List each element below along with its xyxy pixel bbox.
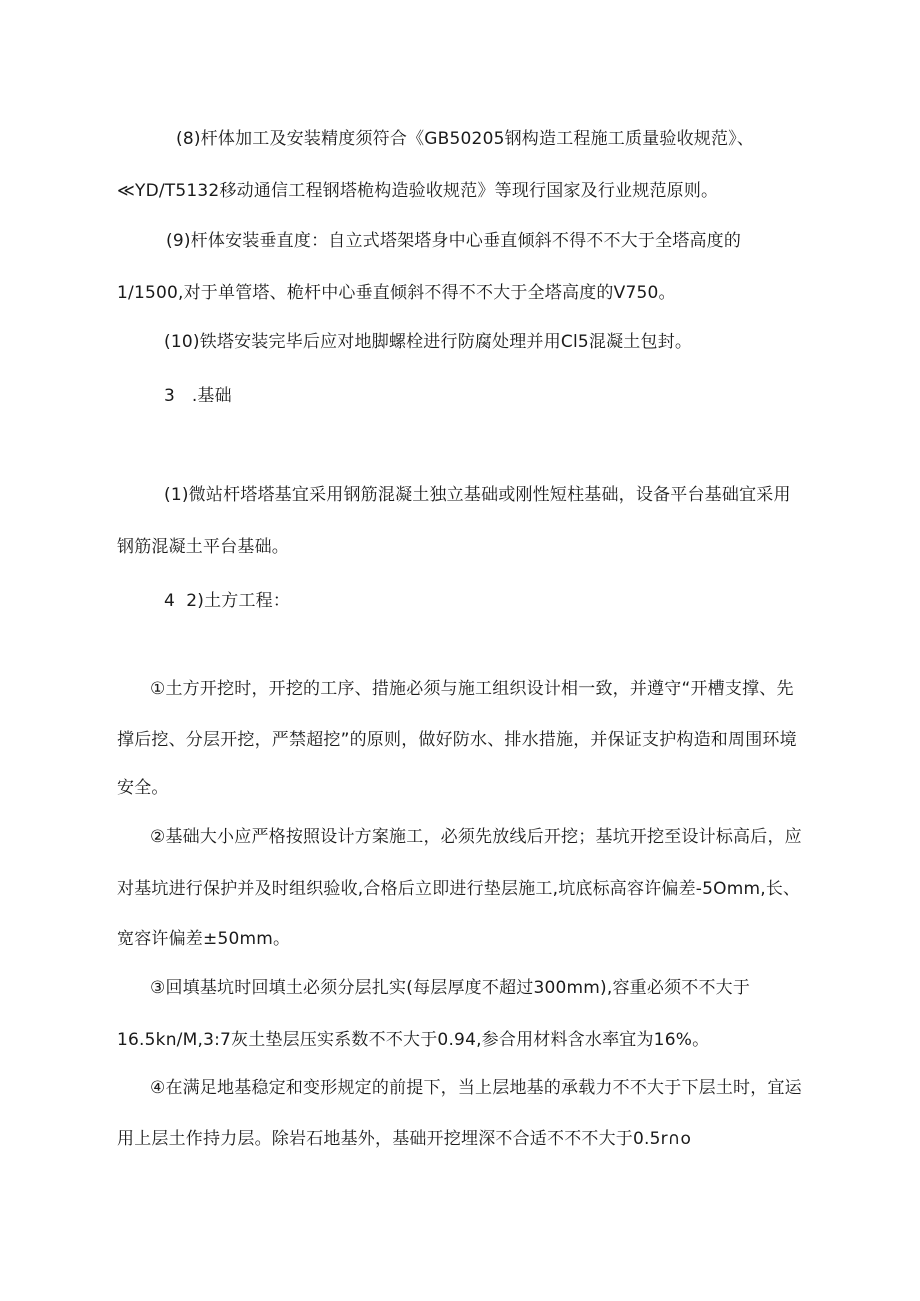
text-line-point2-1: ②基础大小应严格按照设计方案施工，必须先放线后开挖；基坑开挖至设计标高后，应 xyxy=(150,827,802,847)
text-line-point4-2: 用上层土作持力层。除岩石地基外，基础开挖埋深不合适不不不大于0.5r∩o xyxy=(117,1129,692,1149)
text-line-sub1-1: (1)微站杆塔塔基宜采用钢筋混凝土独立基础或刚性短柱基础，设备平台基础宜采用 xyxy=(164,485,791,505)
text-line-point1-2: 撑后挖、分层开挖，严禁超挖”的原则，做好防水、排水措施，并保证支护构造和周围环境 xyxy=(117,730,797,750)
text-line-point2-3: 宽容许偏差±50mm。 xyxy=(117,929,291,949)
text-line-item8-1: (8)杆体加工及安装精度须符合《GB50205钢构造工程施工质量验收规范》、 xyxy=(176,129,755,149)
text-line-point1-1: ①土方开挖时，开挖的工序、措施必须与施工组织设计相一致，并遵守“开槽支撑、先 xyxy=(150,679,794,699)
text-line-point2-2: 对基坑进行保护并及时组织验收,合格后立即进行垫层施工,坑底标高容许偏差-5Omm,长、 xyxy=(117,879,801,899)
text-line-point4-1: ④在满足地基稳定和变形规定的前提下，当上层地基的承载力不不大于下层土时，宜运 xyxy=(150,1078,802,1098)
subsection-heading-earthwork: 4 2)土方工程： xyxy=(164,591,291,611)
text-line-sub1-2: 钢筋混凝土平台基础。 xyxy=(117,537,289,557)
section-heading-foundation: 3 .基础 xyxy=(164,386,232,406)
text-line-item8-2: ≪YD/T5132移动通信工程钢塔桅构造验收规范》等现行国家及行业规范原则。 xyxy=(117,181,719,201)
text-line-point1-3: 安全。 xyxy=(117,778,169,798)
text-line-point3-1: ③回填基坑时回填土必须分层扎实(每层厚度不超过300mm),容重必须不不大于 xyxy=(150,978,751,998)
text-line-item9-1: (9)杆体安装垂直度：自立式塔架塔身中心垂直倾斜不得不不大于全塔高度的 xyxy=(166,231,742,251)
text-line-item10: (10)铁塔安装完毕后应对地脚螺栓进行防腐处理并用Cl5混凝土包封。 xyxy=(164,332,693,352)
text-line-point3-2: 16.5kn/M,3:7灰土垫层压实系数不不大于0.94,参合用材料含水率宜为16%。 xyxy=(117,1030,710,1050)
text-line-item9-2: 1/1500,对于单管塔、桅杆中心垂直倾斜不得不不大于全塔高度的V750。 xyxy=(117,283,676,303)
